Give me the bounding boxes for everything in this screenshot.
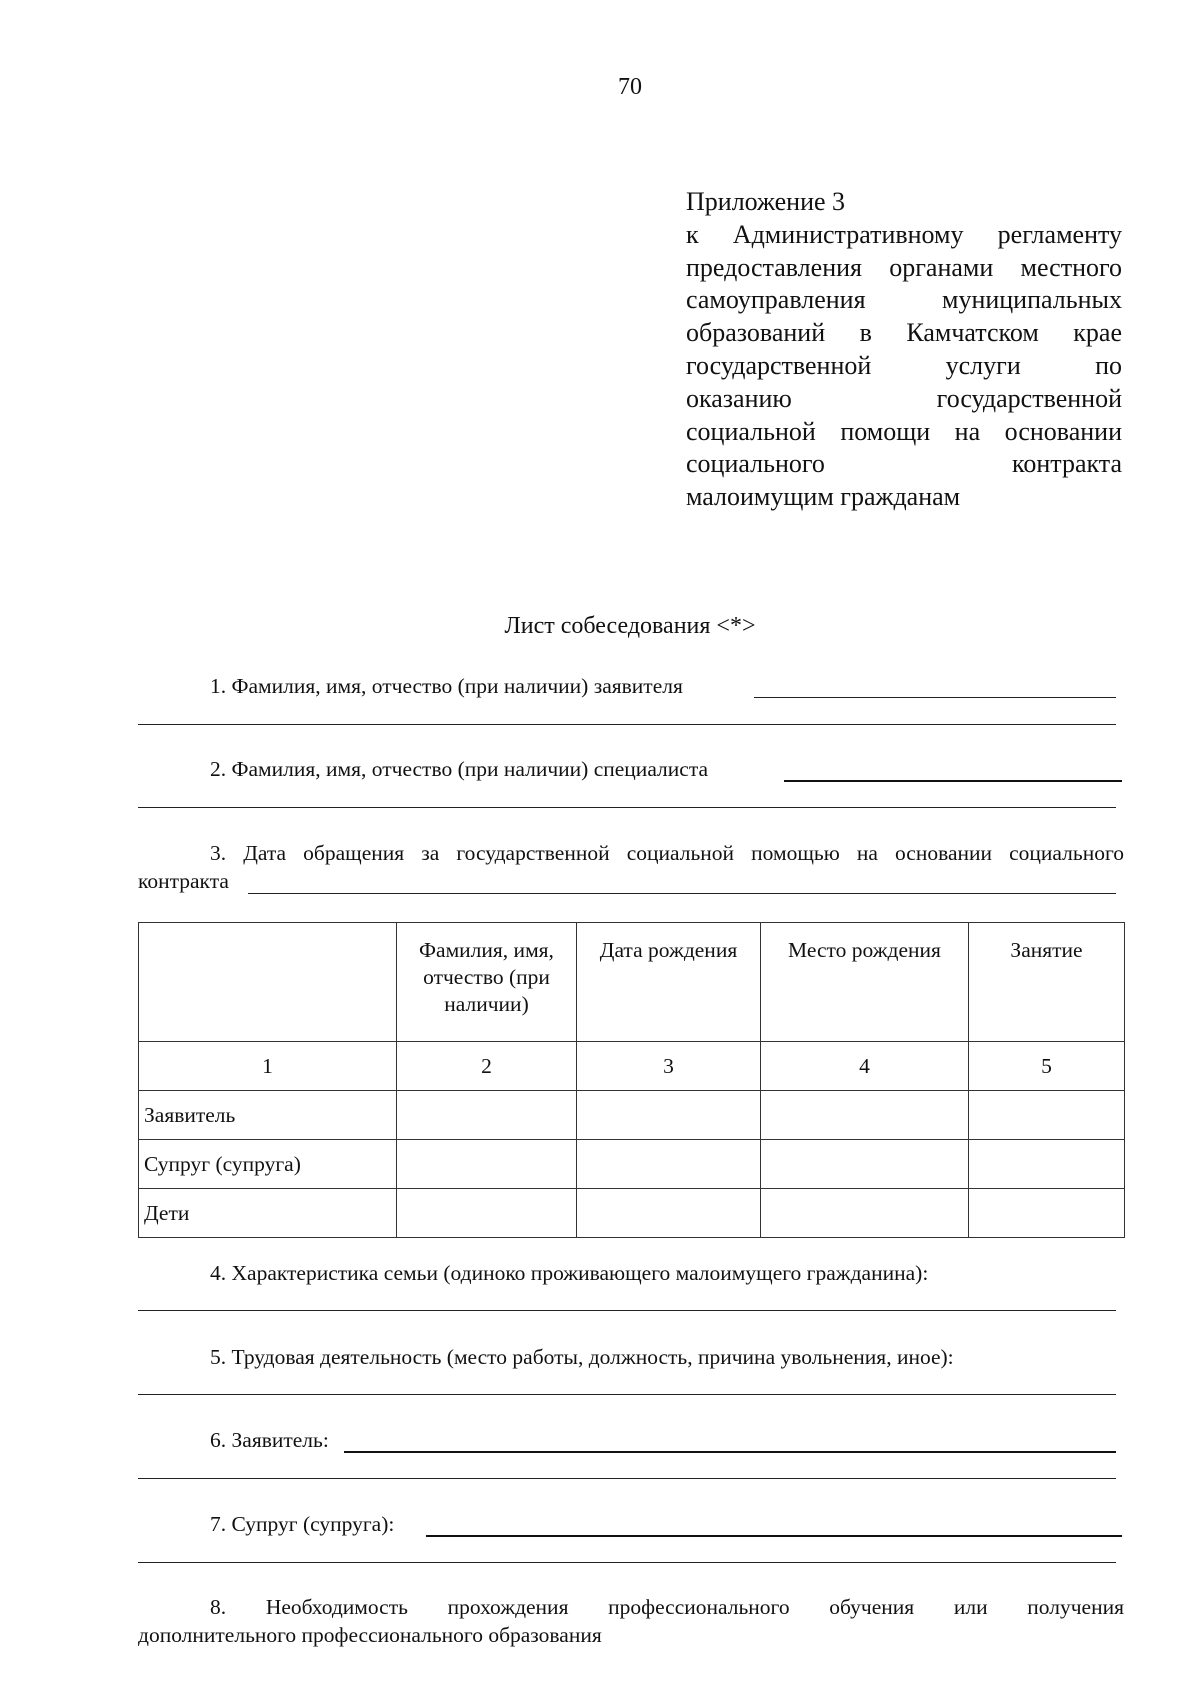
table-cell[interactable] — [397, 1140, 577, 1189]
header-line: Фамилия, имя, — [419, 938, 554, 962]
family-table — [138, 922, 1125, 1238]
table-header-cell — [397, 923, 577, 1042]
header-line: наличии) — [444, 992, 529, 1016]
table-header-cell: Место рождения — [761, 923, 969, 1042]
item-6-continuation-field[interactable] — [138, 1478, 1116, 1479]
item-2-specialist-name-field[interactable] — [784, 780, 1122, 782]
item-3-date-field[interactable] — [248, 893, 1116, 894]
row-label: Супруг (супруга) — [139, 1140, 397, 1189]
appendix-line: оказанию государственной — [686, 383, 1122, 413]
table-cell[interactable] — [761, 1140, 969, 1189]
item-4-family-field[interactable] — [138, 1310, 1116, 1311]
appendix-line: к Административному регламенту — [686, 219, 1122, 249]
item-5-label: 5. Трудовая деятельность (место работы, должность, причина увольнения, иное): — [210, 1345, 954, 1369]
appendix-line: социальной помощи на основании — [686, 416, 1122, 446]
item-1-continuation-field[interactable] — [138, 724, 1116, 725]
table-cell[interactable] — [761, 1189, 969, 1238]
item-8-label-line-1 — [210, 1594, 1124, 1621]
item-2-continuation-field[interactable] — [138, 807, 1116, 808]
item-3-label-line-2: контракта — [138, 869, 229, 893]
column-number: 2 — [397, 1042, 577, 1091]
item-7-label: 7. Супруг (супруга): — [210, 1512, 395, 1536]
header-line: отчество (при — [423, 965, 550, 989]
item-1-label: 1. Фамилия, имя, отчество (при наличии) заявителя — [210, 674, 683, 698]
item-7-continuation-field[interactable] — [138, 1562, 1116, 1563]
table-header-cell: Занятие — [969, 923, 1125, 1042]
item-1-applicant-name-field[interactable] — [754, 697, 1116, 698]
table-number-row — [139, 1042, 1125, 1091]
page-number: 70 — [618, 74, 642, 100]
item-2-label: 2. Фамилия, имя, отчество (при наличии) специалиста — [210, 757, 709, 781]
appendix-line: предоставления органами местного — [686, 252, 1122, 282]
item-8-text: 8. Необходимость прохождения профессионального обучения или получения — [210, 1595, 1124, 1619]
appendix-heading — [686, 186, 1122, 514]
column-number: 1 — [139, 1042, 397, 1091]
column-number: 3 — [577, 1042, 761, 1091]
table-cell[interactable] — [397, 1189, 577, 1238]
item-7-spouse-field[interactable] — [426, 1535, 1122, 1537]
item-3-label-line-1 — [210, 840, 1124, 867]
table-cell[interactable] — [577, 1091, 761, 1140]
appendix-line: государственной услуги по — [686, 350, 1122, 380]
table-cell[interactable] — [577, 1189, 761, 1238]
table-cell[interactable] — [761, 1091, 969, 1140]
item-8-label-line-2: дополнительного профессионального образования — [138, 1623, 602, 1647]
row-label: Заявитель — [139, 1091, 397, 1140]
table-row — [139, 1091, 1125, 1140]
table-cell[interactable] — [397, 1091, 577, 1140]
appendix-line: социального контракта — [686, 449, 1122, 479]
table-row — [139, 1189, 1125, 1238]
table-cell[interactable] — [969, 1140, 1125, 1189]
table-header-row — [139, 923, 1125, 1042]
row-label: Дети — [139, 1189, 397, 1238]
appendix-line: Приложение 3 — [686, 187, 846, 216]
form-title: Лист собеседования <*> — [504, 613, 756, 639]
table-cell[interactable] — [577, 1140, 761, 1189]
item-6-label: 6. Заявитель: — [210, 1428, 329, 1452]
table-row — [139, 1140, 1125, 1189]
table-cell[interactable] — [969, 1091, 1125, 1140]
item-6-applicant-field[interactable] — [344, 1451, 1116, 1453]
item-3-text: 3. Дата обращения за государственной социальной помощью на основании социального — [210, 841, 1124, 865]
appendix-line: малоимущим гражданам — [686, 482, 961, 512]
column-number: 5 — [969, 1042, 1125, 1091]
column-number: 4 — [761, 1042, 969, 1091]
table-header-cell — [139, 923, 397, 1042]
appendix-line: образований в Камчатском крае — [686, 318, 1122, 348]
table-cell[interactable] — [969, 1189, 1125, 1238]
appendix-line: самоуправления муниципальных — [686, 285, 1122, 315]
item-4-label: 4. Характеристика семьи (одиноко проживающего малоимущего гражданина): — [210, 1261, 929, 1285]
item-5-employment-field[interactable] — [138, 1394, 1116, 1395]
table-header-cell: Дата рождения — [577, 923, 761, 1042]
